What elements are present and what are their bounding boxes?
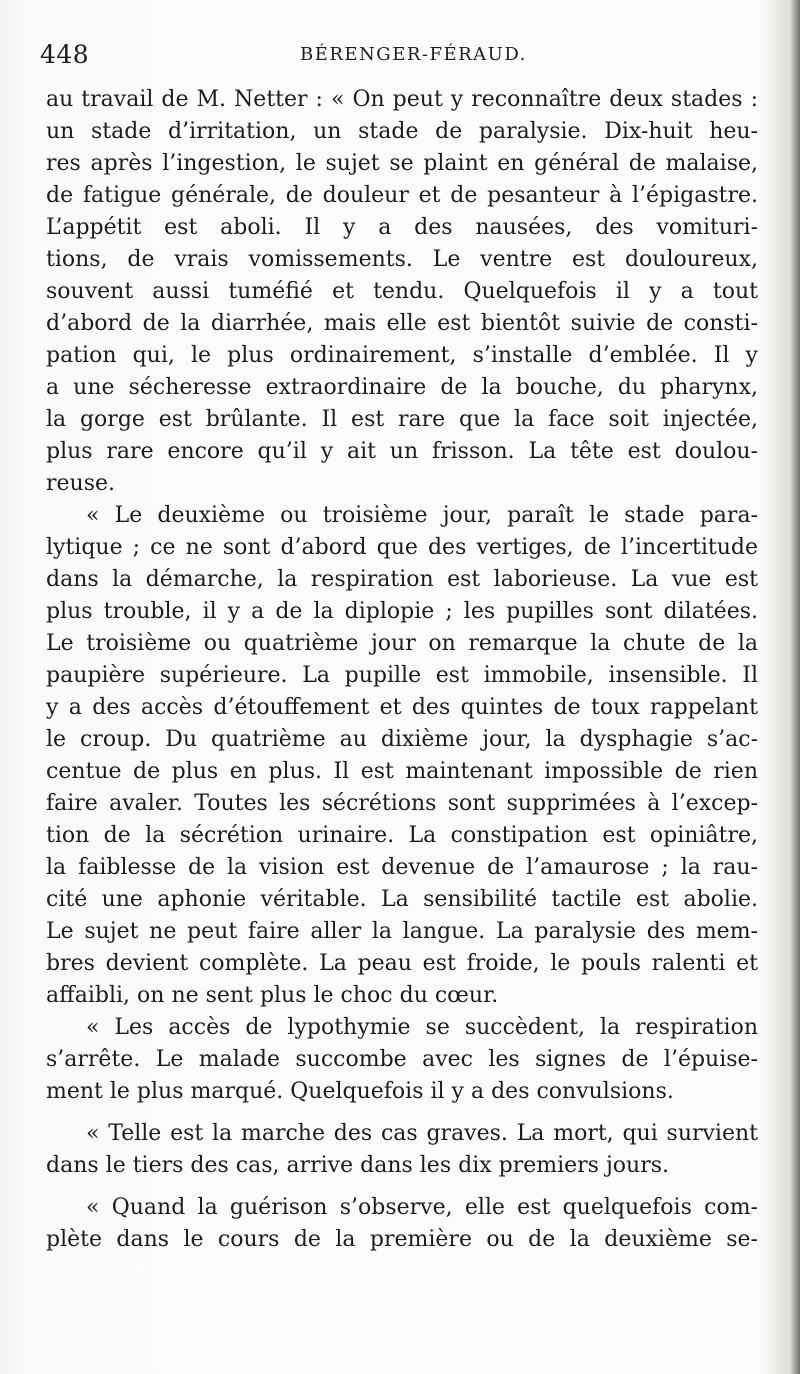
text-line: plète dans le cours de la première ou de la deuxième se-: [46, 1227, 758, 1252]
text-line: « Quand la guérison s’observe, elle est quelquefois com-: [86, 1195, 758, 1220]
text-line: au travail de M. Netter : « On peut y reconnaître deux stades :: [46, 87, 758, 112]
text-line: un stade d’irritation, un stade de paralysie. Dix-huit heu-: [46, 119, 758, 144]
text-line: dans le tiers des cas, arrive dans les dix premiers jours.: [46, 1153, 670, 1178]
text-line: plus trouble, il y a de la diplopie ; les pupilles sont dilatées.: [46, 599, 758, 624]
text-line: paupière supérieure. La pupille est immobile, insensible. Il: [46, 663, 758, 688]
text-line: de fatigue générale, de douleur et de pesanteur à l’épigastre.: [46, 183, 758, 208]
text-line: « Le deuxième ou troisième jour, paraît le stade para-: [86, 503, 758, 528]
text-line: souvent aussi tuméfié et tendu. Quelquefois il y a tout: [46, 279, 758, 304]
text-line: la faiblesse de la vision est devenue de l’amaurose ; la rau-: [46, 855, 758, 880]
text-line: « Les accès de lypothymie se succèdent, la respiration: [86, 1015, 758, 1040]
text-line: tion de la sécrétion urinaire. La constipation est opiniâtre,: [46, 823, 758, 848]
text-line: Le sujet ne peut faire aller la langue. La paralysie des mem-: [46, 919, 758, 944]
text-line: reuse.: [46, 471, 116, 496]
text-line: cité une aphonie véritable. La sensibilité tactile est abolie.: [46, 887, 758, 912]
text-line: la gorge est brûlante. Il est rare que la face soit injectée,: [46, 407, 758, 432]
text-line: y a des accès d’étouffement et des quintes de toux rappelant: [46, 695, 758, 720]
text-line: dans la démarche, la respiration est laborieuse. La vue est: [46, 567, 758, 592]
text-line: res après l’ingestion, le sujet se plaint en général de malaise,: [46, 151, 758, 176]
text-line: ment le plus marqué. Quelquefois il y a des convulsions.: [46, 1079, 674, 1104]
text-line: d’abord de la diarrhée, mais elle est bientôt suivie de consti-: [46, 311, 758, 336]
text-line: bres devient complète. La peau est froide, le pouls ralenti et: [46, 951, 758, 976]
text-line: lytique ; ce ne sont d’abord que des vertiges, de l’incertitude: [46, 535, 758, 560]
page-number: 448: [40, 40, 90, 69]
text-line: affaibli, on ne sent plus le choc du cœur.: [46, 983, 499, 1008]
text-line: tions, de vrais vomissements. Le ventre est douloureux,: [46, 247, 758, 272]
text-line: faire avaler. Toutes les sécrétions sont supprimées à l’excep-: [46, 791, 758, 816]
text-line: le croup. Du quatrième au dixième jour, la dysphagie s’ac-: [46, 727, 758, 752]
running-head: BÉRENGER-FÉRAUD.: [300, 44, 527, 65]
body-text: [46, 84, 758, 1256]
text-line: L’appétit est aboli. Il y a des nausées, des vomituri-: [46, 215, 758, 240]
text-line: plus rare encore qu’il y ait un frisson. La tête est doulou-: [46, 439, 758, 464]
text-line: « Telle est la marche des cas graves. La mort, qui survient: [86, 1121, 758, 1146]
text-line: s’arrête. Le malade succombe avec les signes de l’épuise-: [46, 1047, 758, 1072]
text-line: a une sécheresse extraordinaire de la bouche, du pharynx,: [46, 375, 758, 400]
text-line: pation qui, le plus ordinairement, s’installe d’emblée. Il y: [46, 343, 758, 368]
text-line: centue de plus en plus. Il est maintenant impossible de rien: [46, 759, 758, 784]
text-line: Le troisième ou quatrième jour on remarque la chute de la: [46, 631, 758, 656]
